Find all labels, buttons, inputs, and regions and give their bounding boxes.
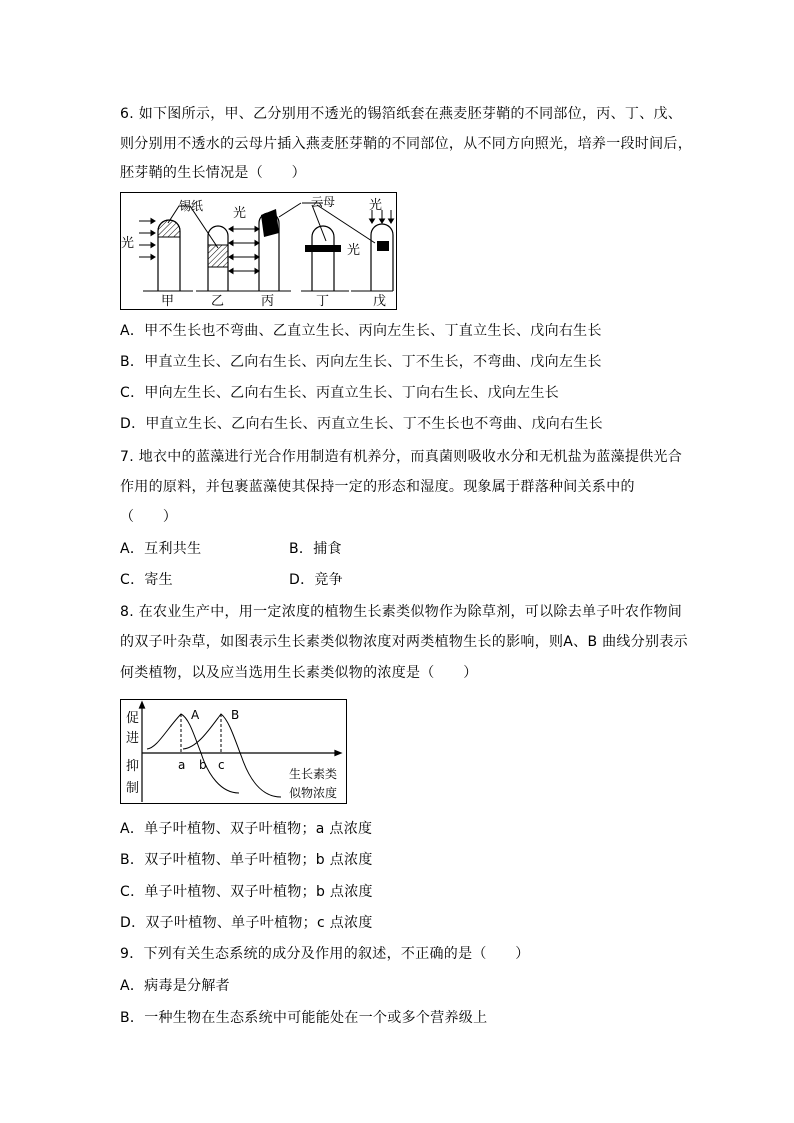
coleoptile-ding <box>305 226 341 291</box>
q6-stem-line-2: 则分别用不透水的云母片插入燕麦胚芽鞘的不同部位，从不同方向照光，培养一段时间后， <box>120 136 692 152</box>
y-label-inhibit-1: 抑 <box>126 759 140 774</box>
q7-option-b: B．捕食 <box>289 541 342 557</box>
q6-option-c: C．甲向左生长、乙向右生长、丙直立生长、丁向右生长、戊向左生长 <box>120 385 560 401</box>
mica-label: 云母 <box>311 195 336 209</box>
q9-stem: 9．下列有关生态系统的成分及作用的叙述，不正确的是（ ） <box>120 946 530 962</box>
q8-option-b: B．双子叶植物、单子叶植物；b 点浓度 <box>120 852 373 868</box>
q8-option-d: D．双子叶植物、单子叶植物；c 点浓度 <box>120 915 373 931</box>
y-label-promote-1: 促 <box>126 711 140 726</box>
light-label-yi: 光 <box>233 206 247 221</box>
q8-auxin-figure <box>120 699 347 804</box>
q7-option-c: C．寄生 <box>120 572 173 588</box>
coleoptile-wu <box>371 224 393 291</box>
coleoptile-yi <box>208 226 228 291</box>
light-arrows-yi <box>229 227 259 274</box>
q6-option-b: B．甲直立生长、乙向右生长、丙向左生长、丁不生长，不弯曲、戊向左生长 <box>120 354 602 370</box>
q9-option-a: A．病毒是分解者 <box>120 978 230 994</box>
q6-figure-svg <box>121 193 396 309</box>
q7-option-d: D．竞争 <box>289 572 343 588</box>
curve-label-a: A <box>191 708 200 722</box>
curve-label-b: B <box>231 708 240 722</box>
q7-stem-line-2: 作用的原料，并包裹蓝藻使其保持一定的形态和湿度。现象属于群落种间关系中的 <box>120 479 635 495</box>
q8-option-c: C．单子叶植物、双子叶植物；b 点浓度 <box>120 884 373 900</box>
q9-option-b: B．一种生物在生态系统中可能能处在一个或多个营养级上 <box>120 1010 488 1026</box>
q6-option-d: D．甲直立生长、乙向右生长、丙直立生长、丁不生长也不弯曲、戊向右生长 <box>120 416 603 432</box>
coleoptile-jia <box>158 220 180 291</box>
q7-stem-line-3: （ ） <box>120 509 178 525</box>
q7-option-a: A．互利共生 <box>120 541 202 557</box>
foil-label: 锡纸 <box>179 199 204 213</box>
light-label-wu-top: 光 <box>369 198 383 213</box>
label-ding: 丁 <box>316 294 330 309</box>
q6-coleoptile-figure <box>120 192 397 310</box>
light-label-wu-side: 光 <box>347 243 361 258</box>
label-bing: 丙 <box>261 294 275 309</box>
x-label-line-2: 似物浓度 <box>289 786 338 800</box>
point-b: b <box>199 758 207 772</box>
q6-option-a: A．甲不生长也不弯曲、乙直立生长、丙向左生长、丁直立生长、戊向右生长 <box>120 323 602 339</box>
y-label-inhibit-2: 制 <box>126 781 140 796</box>
point-a: a <box>178 758 186 772</box>
coleoptile-bing <box>259 203 301 291</box>
y-label-promote-2: 进 <box>126 731 140 746</box>
label-yi: 乙 <box>211 294 225 309</box>
point-c: c <box>218 758 225 772</box>
q8-option-a: A．单子叶植物、双子叶植物；a 点浓度 <box>120 821 373 837</box>
q7-stem-line-1: 7. 地衣中的蓝藻进行光合作用制造有机养分，而真菌则吸收水分和无机盐为蓝藻提供光合 <box>120 449 683 465</box>
light-arrows-jia <box>139 219 155 260</box>
q6-stem-line-1: 6. 如下图所示，甲、乙分别用不透光的锡箔纸套在燕麦胚芽鞘的不同部位，丙、丁、戊、 <box>120 106 683 122</box>
label-wu: 戊 <box>373 294 387 309</box>
light-label-jia: 光 <box>121 236 135 251</box>
q8-stem-line-1: 8. 在农业生产中，用一定浓度的植物生长素类似物作为除草剂，可以除去单子叶农作物间 <box>120 604 683 620</box>
x-label-line-1: 生长素类 <box>289 767 338 781</box>
label-jia: 甲 <box>161 294 175 309</box>
q8-stem-line-3: 何类植物，以及应当选用生长素类似物的浓度是（ ） <box>120 665 478 681</box>
q8-stem-line-2: 的双子叶杂草，如图表示生长素类似物浓度对两类植物生长的影响，则A、B 曲线分别表示 <box>120 634 688 650</box>
q6-stem-line-3: 胚芽鞘的生长情况是（ ） <box>120 165 306 181</box>
curve-b <box>183 714 281 797</box>
mica-leader-lines <box>302 203 375 243</box>
q8-figure-svg <box>121 700 346 803</box>
